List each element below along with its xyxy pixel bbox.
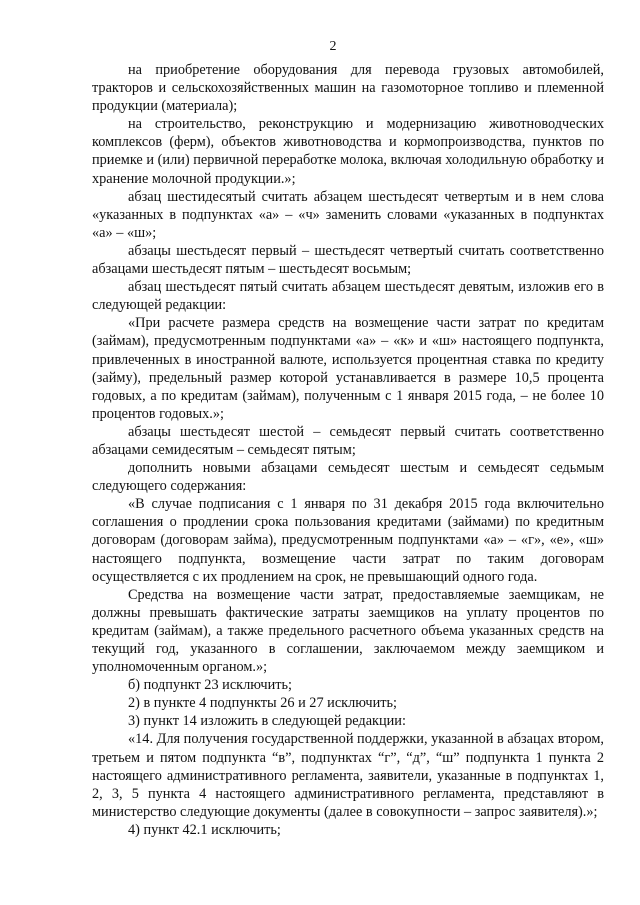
paragraph: на приобретение оборудования для перевода грузовых автомобилей, тракторов и сельскохозяйственных машин на газомоторное топливо и племенной продукции (материала); <box>92 62 604 115</box>
paragraph: «При расчете размера средств на возмещение части затрат по кредитам (займам), предусмотренным подпунктами «а» – «к» и «ш» настоящего подпункта, привлеченных в иностранной валюте, используется процентная ставка по кредиту (займу), предельный размер которой устанавливается в размере 10,5 процента годовых, а по кредитам (займам), полученным с 1 января 2015 года, – не более 10 процентов годовых.»; <box>92 315 604 422</box>
paragraph: 4) пункт 42.1 исключить; <box>128 821 281 838</box>
paragraph: абзацы шестьдесят первый – шестьдесят четвертый считать соответственно абзацами шестьдесят пятым – шестьдесят восьмым; <box>92 242 604 278</box>
paragraph: б) подпункт 23 исключить; <box>128 677 292 694</box>
paragraph: 2) в пункте 4 подпункты 26 и 27 исключить; <box>128 695 397 712</box>
paragraph: 3) пункт 14 изложить в следующей редакции: <box>128 713 406 730</box>
paragraph: «В случае подписания с 1 января по 31 декабря 2015 года включительно соглашения о продлении срока пользования кредитами (займами) по кредитным договорам (договорам займа), предусмотренным подпунктами «а» – «г», «е», «ш» настоящего подпункта, возмещение части затрат по таким договорам осуществляется с их продлением на срок, не превышающий одного года. <box>92 496 604 585</box>
paragraph: абзацы шестьдесят шестой – семьдесят первый считать соответственно абзацами семидесятым – семьдесят пятым; <box>92 423 604 458</box>
paragraph: абзац шестьдесят пятый считать абзацем шестьдесят девятым, изложив его в следующей редакции: <box>92 279 604 314</box>
paragraph: абзац шестидесятый считать абзацем шестьдесят четвертым и в нем слова «указанных в подпунктах «а» – «ч» заменить словами «указанных в подпунктах «а» – «ш»; <box>92 188 604 241</box>
paragraph: «14. Для получения государственной поддержки, указанной в абзацах втором, третьем и пятом подпункта “в”, подпунктах “г”, “д”, “ш” подпункта 1 пункта 2 настоящего административного регламента, заявители, указанные в подпунктах 1, 2, 3, 5 пункта 4 настоящего административного регламента, представляют в министерство следующие документы (далее в совокупности – запрос заявителя).»; <box>92 731 604 820</box>
paragraph: на строительство, реконструкцию и модернизацию животноводческих комплексов (ферм), объектов животноводства и кормопроизводства, пунктов по приемке и (или) первичной переработке молока, включая холодильную обработку и хранение молочной продукции.»; <box>92 116 604 187</box>
page-number: 2 <box>329 39 337 54</box>
paragraph: Средства на возмещение части затрат, предоставляемые заемщикам, не должны превышать фактические затраты заемщиков на уплату процентов по кредитам (займам), а также предельного расчетного объема указанных средств на текущий год, указанного в соглашении, заключаемом между заемщиком и уполномоченным органом.»; <box>92 586 604 676</box>
paragraph: дополнить новыми абзацами семьдесят шестым и семьдесят седьмым следующего содержания: <box>92 460 604 495</box>
